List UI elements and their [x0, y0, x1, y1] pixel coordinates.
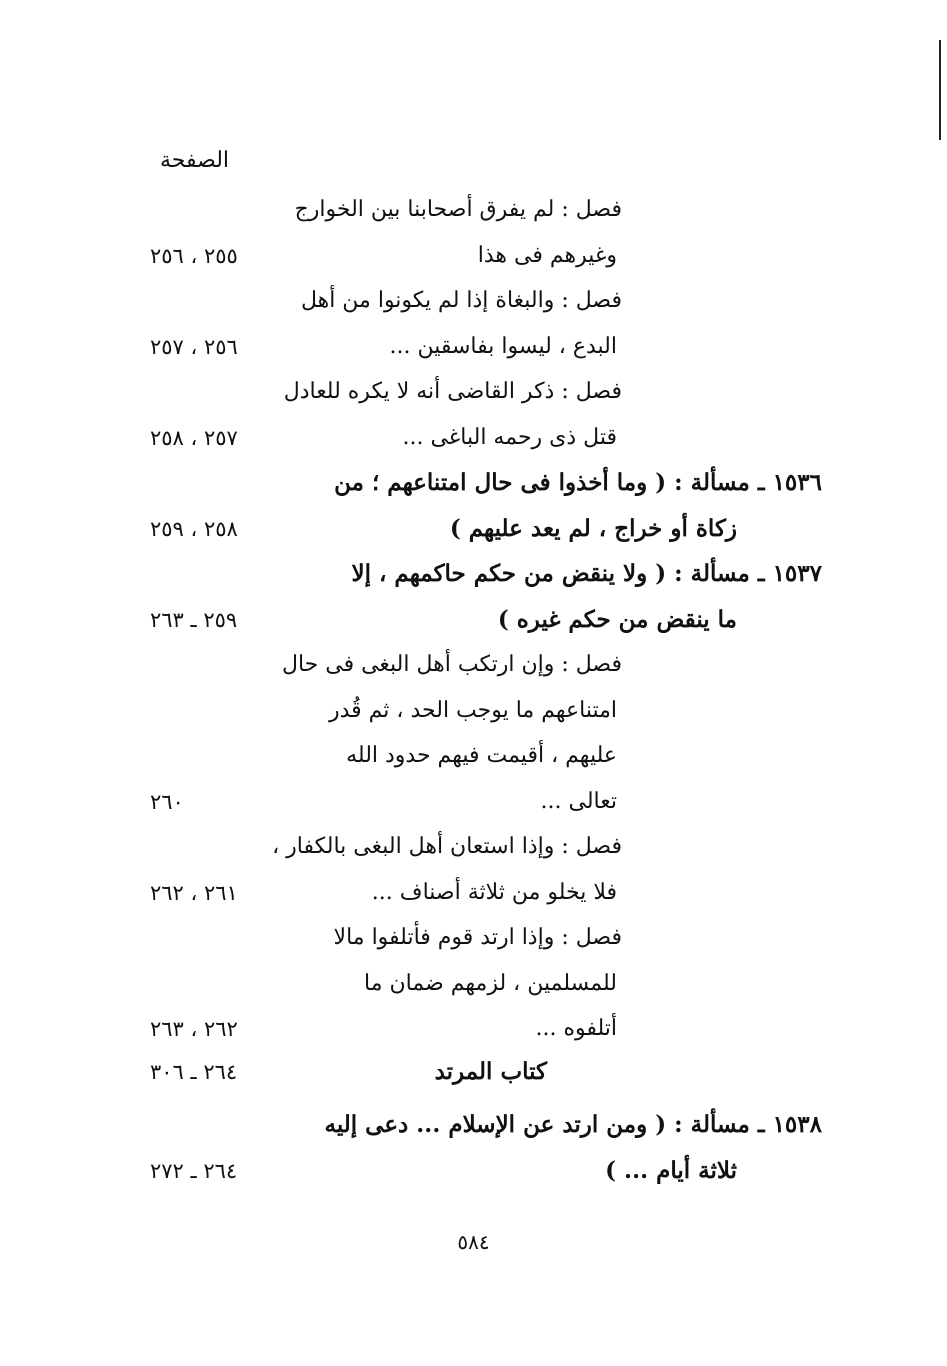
toc-row	[0, 1009, 947, 1049]
page-column-header: الصفحة	[160, 148, 230, 173]
toc-entry-masala: ١٥٣٦ ـ مسألة : ( وما أخذوا فى حال امتناعهم ؛ من	[334, 469, 822, 496]
toc-row	[0, 236, 947, 276]
toc-page-ref: ٢٥٨ ، ٢٥٩	[150, 516, 238, 541]
toc-row	[0, 782, 947, 822]
toc-entry-text: البدع ، ليسوا بفاسقين ...	[389, 333, 617, 359]
toc-page-ref: ٢٦٤ ـ ٢٧٢	[150, 1159, 238, 1183]
page-number: ٥٨٤	[457, 1230, 490, 1254]
toc-page-ref: ٢٥٧ ، ٢٥٨	[150, 425, 238, 450]
toc-row	[0, 554, 947, 594]
toc-row	[0, 509, 947, 549]
toc-entry-text: قتل ذى رحمه الباغى ...	[402, 424, 617, 450]
toc-row	[0, 1105, 947, 1145]
toc-entry-masala: ثلاثة أيام ... )	[605, 1157, 737, 1184]
toc-entry-text: للمسلمين ، لزمهم ضمان ما	[364, 970, 617, 996]
toc-row	[0, 463, 947, 503]
toc-page-ref: ٢٥٥ ، ٢٥٦	[150, 243, 238, 268]
toc-row	[0, 418, 947, 458]
toc-page-ref: ٢٥٦ ، ٢٥٧	[150, 334, 238, 359]
toc-entry-text: فصل : وإن ارتكب أهل البغى فى حال	[281, 652, 622, 677]
toc-row	[0, 827, 947, 867]
toc-page-ref: ٢٦٠	[150, 789, 184, 814]
toc-row	[0, 372, 947, 412]
toc-entry-text: وغيرهم فى هذا	[477, 242, 617, 268]
chapter-title: كتاب المرتد	[434, 1058, 547, 1085]
toc-entry-text: فصل : ذكر القاضى أنه لا يكره للعادل	[283, 379, 622, 404]
toc-row	[0, 327, 947, 367]
chapter-row	[0, 1052, 947, 1092]
toc-entry-masala: ١٥٣٧ ـ مسألة : ( ولا ينقض من حكم حاكمهم ، إلا	[351, 560, 822, 587]
toc-row	[0, 190, 947, 230]
toc-row	[0, 873, 947, 913]
toc-row	[0, 918, 947, 958]
toc-entry-text: أتلفوه ...	[535, 1016, 617, 1041]
toc-row	[0, 691, 947, 731]
toc-entry-text: عليهم ، أقيمت فيهم حدود الله	[346, 743, 617, 768]
toc-entry-text: امتناعهم ما يوجب الحد ، ثم قُدر	[328, 697, 617, 723]
toc-row	[0, 1151, 947, 1191]
toc-row	[0, 736, 947, 776]
toc-entry-text: فصل : لم يفرق أصحابنا بين الخوارج	[294, 197, 622, 222]
toc-entry-masala: ما ينقض من حكم غيره )	[497, 605, 737, 633]
toc-row	[0, 645, 947, 685]
toc-page-ref: ٢٦٢ ، ٢٦٣	[150, 1017, 238, 1041]
toc-entry-masala: ١٥٣٨ ـ مسألة : ( ومن ارتد عن الإسلام ... دعى إليه	[324, 1111, 822, 1138]
toc-entry-text: فصل : وإذا استعان أهل البغى بالكفار ،	[272, 834, 622, 859]
toc-row	[0, 281, 947, 321]
toc-entry-text: تعالى ...	[540, 788, 617, 814]
toc-entry-text: فلا يخلو من ثلاثة أصناف ...	[371, 879, 617, 905]
page-edge-line	[939, 40, 941, 140]
chapter-page-ref: ٢٦٤ ـ ٣٠٦	[150, 1060, 238, 1084]
toc-page-ref: ٢٦١ ، ٢٦٢	[150, 880, 238, 905]
toc-page-ref: ٢٥٩ ـ ٢٦٣	[150, 607, 238, 632]
toc-row	[0, 964, 947, 1004]
toc-entry-text: فصل : والبغاة إذا لم يكونوا من أهل	[300, 288, 622, 313]
toc-entry-text: فصل : وإذا ارتد قوم فأتلفوا مالا	[333, 925, 622, 950]
toc-row	[0, 600, 947, 640]
toc-entry-masala: زكاة أو خراج ، لم يعد عليهم )	[449, 514, 737, 542]
